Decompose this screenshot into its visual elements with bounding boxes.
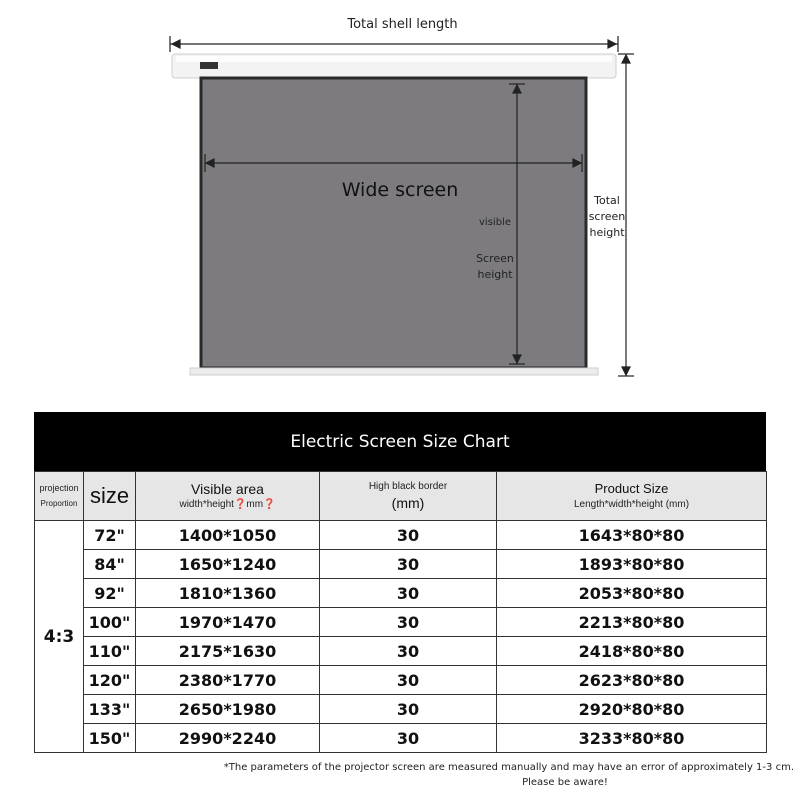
screen-surface [201,78,586,368]
table-row [35,521,767,550]
brand-logo [200,62,218,69]
product-size-cell: 2623*80*80 [497,666,767,695]
border-cell: 30 [320,637,497,666]
product-size-cell: 2920*80*80 [497,695,767,724]
visible-area-cell: 2650*1980 [136,695,320,724]
border-cell: 30 [320,666,497,695]
product-size-cell: 1643*80*80 [497,521,767,550]
product-size-cell: 3233*80*80 [497,724,767,753]
size-cell: 72" [84,521,136,550]
table-row [35,724,767,753]
product-size-cell: 2053*80*80 [497,579,767,608]
header-size-label: size [89,483,130,508]
size-cell: 150" [84,724,136,753]
size-cell: 84" [84,550,136,579]
table-row [35,666,767,695]
visible-area-cell: 2990*2240 [136,724,320,753]
visible-area-cell: 2380*1770 [136,666,320,695]
screen-height-label-2: height [477,268,513,281]
total-height-label-3: height [589,226,625,239]
size-chart [34,412,766,753]
table-body [35,521,767,753]
header-product-size-line1: Product Size [594,481,669,496]
size-cell: 133" [84,695,136,724]
size-cell: 120" [84,666,136,695]
table-header-row [35,472,767,521]
header-projection-line2: Proportion [40,499,78,508]
border-cell: 30 [320,550,497,579]
footnote-line2: Please be aware! [522,777,608,788]
footnote-line1: *The parameters of the projector screen are measured manually and may have an error of approximately 1-3 cm. [223,762,794,773]
size-cell: 110" [84,637,136,666]
total-shell-length-label: Total shell length [347,17,458,32]
header-projection [35,472,84,521]
ratio-cell: 4:3 [35,521,84,753]
chart-title: Electric Screen Size Chart [34,412,766,471]
header-size [84,472,136,521]
border-cell: 30 [320,579,497,608]
product-size-cell: 2213*80*80 [497,608,767,637]
table-row [35,608,767,637]
table-row [35,579,767,608]
header-product-size [497,472,767,521]
size-table [34,471,767,753]
visible-area-cell: 1400*1050 [136,521,320,550]
screen-height-label-1: Screen [476,252,514,265]
visible-area-cell: 1650*1240 [136,550,320,579]
visible-area-cell: 1810*1360 [136,579,320,608]
product-size-cell: 1893*80*80 [497,550,767,579]
border-cell: 30 [320,608,497,637]
product-size-cell: 2418*80*80 [497,637,767,666]
total-height-label-1: Total [594,194,620,207]
border-cell: 30 [320,695,497,724]
header-border-line1: High black border [368,481,448,492]
size-cell: 92" [84,579,136,608]
border-cell: 30 [320,521,497,550]
header-visible-area-line1: Visible area [191,481,264,497]
total-height-label-2: screen [588,210,626,223]
header-border-line2: (mm) [391,495,425,511]
header-visible-area-line2: width*height❓mm❓ [179,499,276,510]
screen-label: Wide screen [341,179,459,201]
table-row [35,550,767,579]
visible-label: visible [479,217,511,228]
table-row [35,695,767,724]
shell-length-arrow [170,36,618,52]
header-projection-line1: projection [39,483,79,493]
visible-area-cell: 2175*1630 [136,637,320,666]
size-cell: 100" [84,608,136,637]
bottom-bar [190,368,598,375]
visible-area-cell: 1970*1470 [136,608,320,637]
header-product-size-line2: Length*width*height (mm) [573,499,690,510]
header-border [320,472,497,521]
header-visible-area [136,472,320,521]
table-row [35,637,767,666]
border-cell: 30 [320,724,497,753]
